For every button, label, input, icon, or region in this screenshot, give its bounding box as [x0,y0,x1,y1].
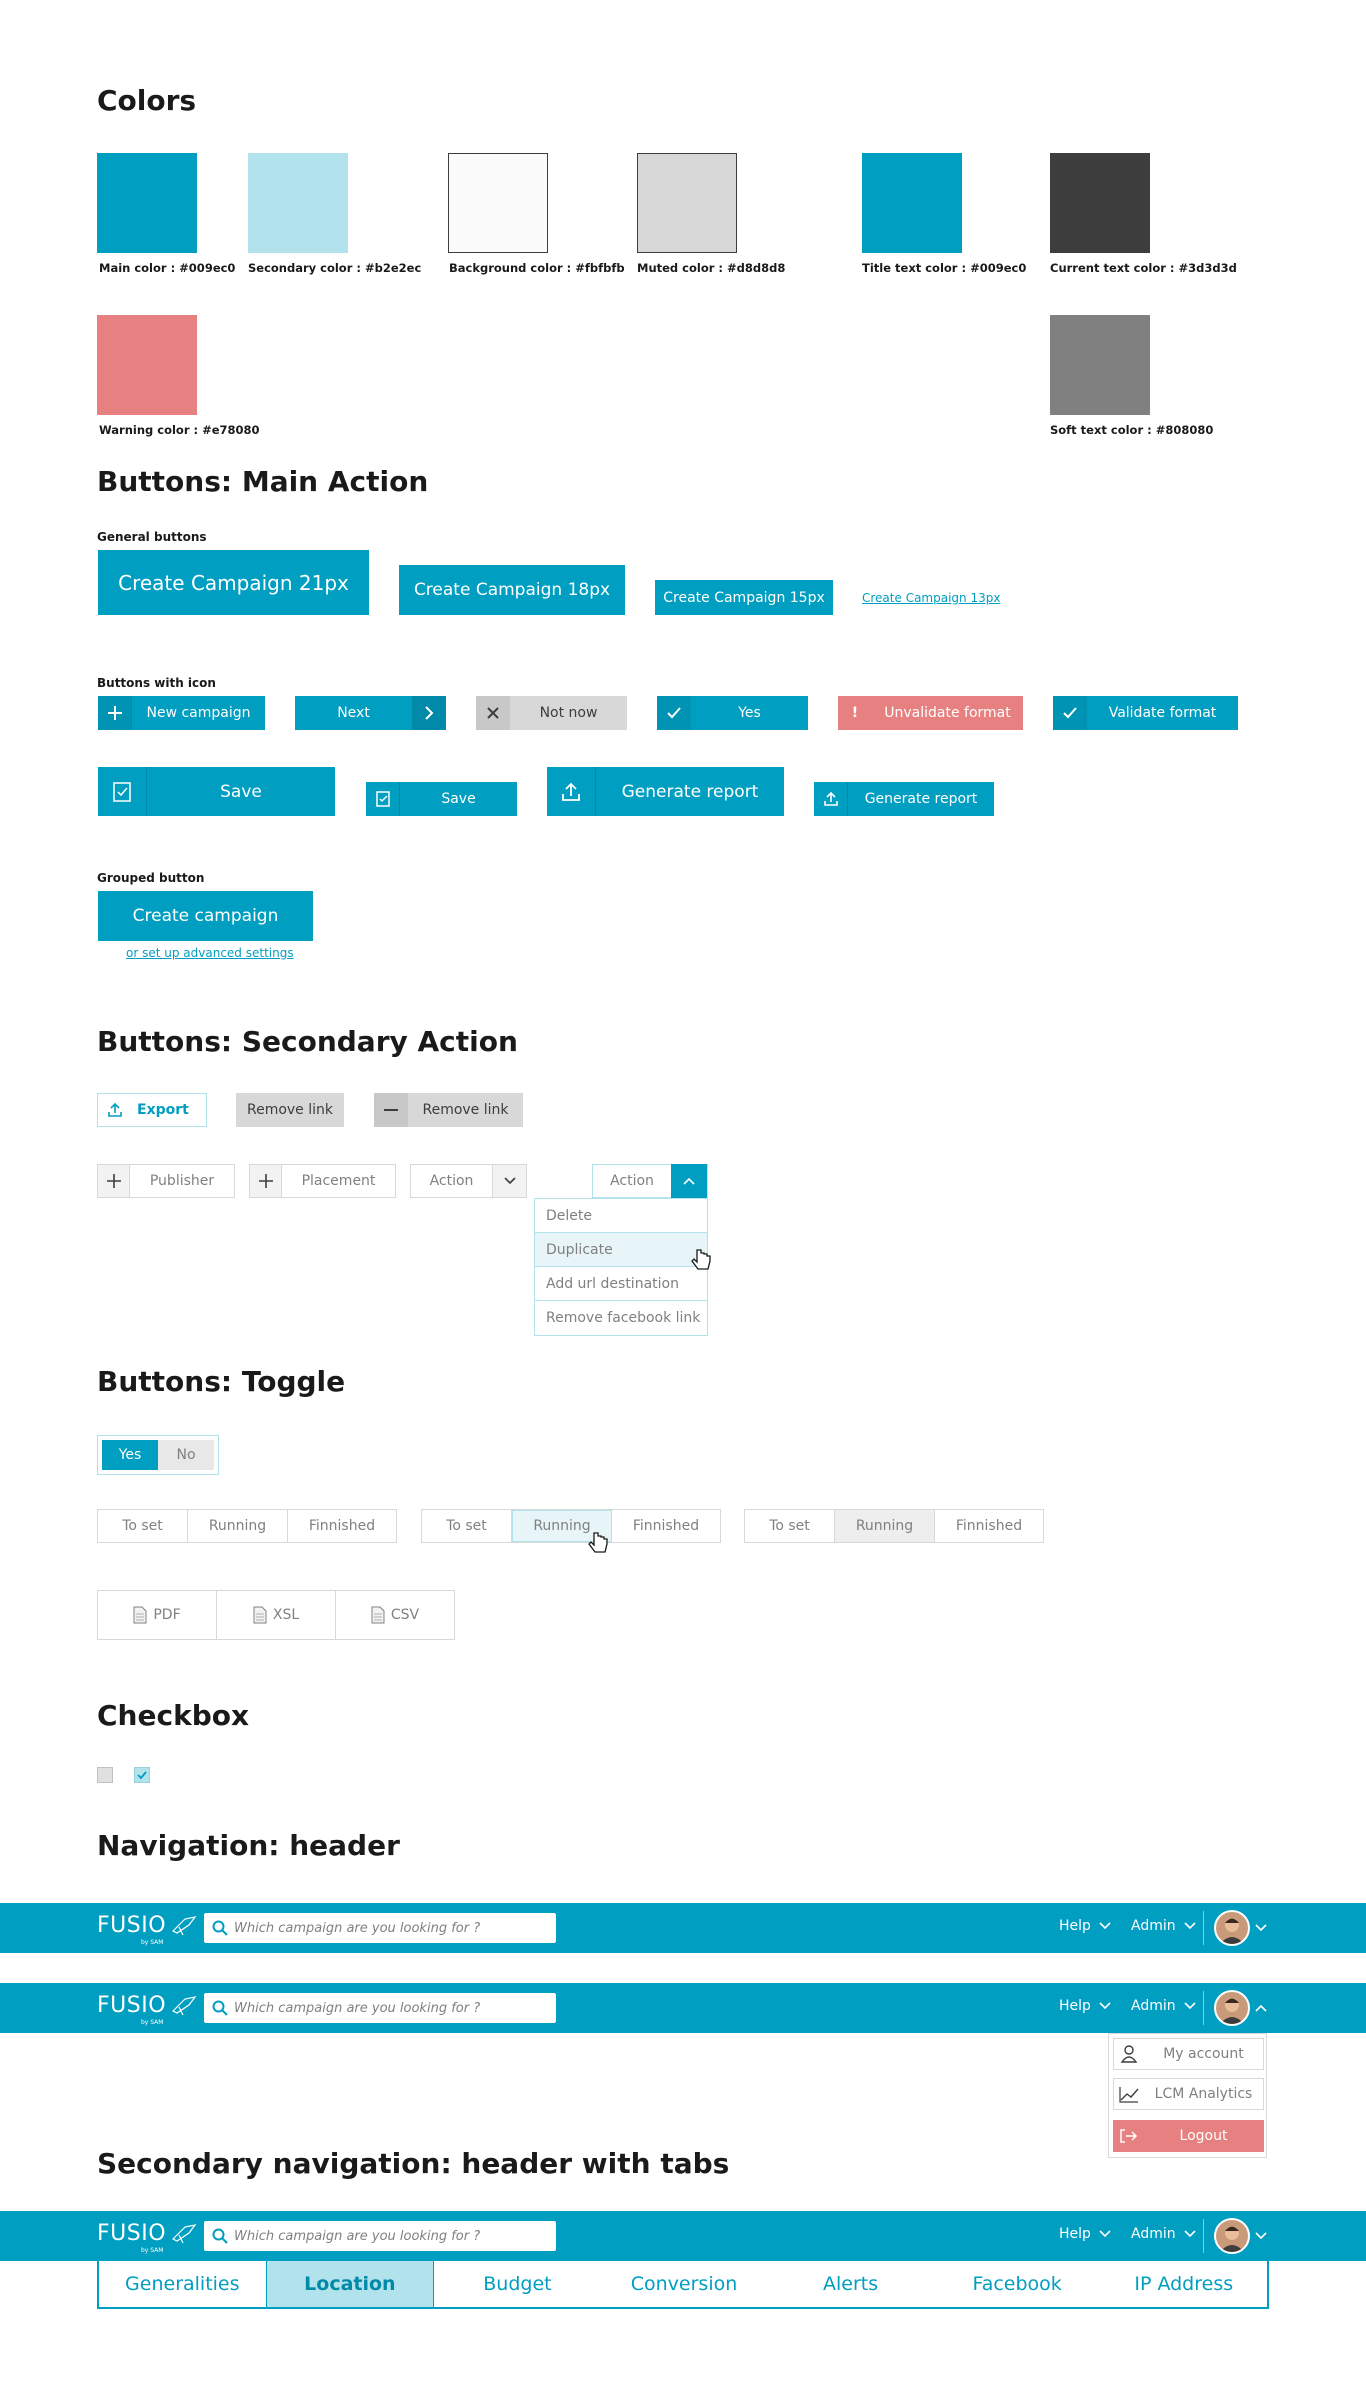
search-input[interactable] [204,1993,556,2023]
chart-line-icon [1114,2079,1144,2109]
section-title-secondary-action: Buttons: Secondary Action [97,1025,518,1058]
status-toggle-group [97,1509,397,1543]
toggle-to-set[interactable]: To set [98,1510,188,1542]
generate-report-label: Generate report [621,781,759,802]
bird-logo-icon [171,1915,197,1937]
menu-item-duplicate[interactable]: Duplicate [535,1233,707,1267]
menu-item-delete[interactable]: Delete [535,1199,707,1233]
plus-icon [250,1165,282,1197]
swatch-warning [97,315,197,415]
chevron-right-icon [412,696,446,730]
section-title-colors: Colors [97,84,197,117]
tab-ip-address[interactable]: IP Address [1134,2273,1234,2295]
header-bar-open [0,1983,1366,2033]
fusio-logo[interactable]: FUSIO by SAM [97,1993,166,2018]
minus-icon [374,1093,408,1127]
swatch-main [97,153,197,253]
swatch-label: Title text color : #009ec0 [862,261,1027,275]
swatch-label: Current text color : #3d3d3d [1050,261,1237,275]
section-title-nav-header: Navigation: header [97,1829,400,1862]
next-button[interactable] [295,696,446,730]
toggle-running[interactable]: Running [512,1510,612,1542]
subtitle-buttons-with-icon: Buttons with icon [97,676,216,690]
search-placeholder: Which campaign are you looking for ? [234,2228,481,2244]
menu-item-lcm-analytics[interactable]: LCM Analytics [1113,2078,1264,2110]
document-icon [253,1606,267,1624]
save-label: Save [220,781,262,802]
swatch-label: Muted color : #d8d8d8 [637,261,786,275]
header-bar [0,1903,1366,1953]
generate-report-button[interactable] [814,782,994,816]
fusio-logo[interactable]: FUSIO by SAM [97,1913,166,1938]
yes-label: Yes [738,705,761,721]
pdf-label: PDF [153,1607,181,1623]
search-input[interactable] [204,1913,556,1943]
save-label: Save [441,791,476,807]
logout-button[interactable]: Logout [1113,2120,1264,2152]
new-campaign-button[interactable] [98,696,265,730]
hand-cursor-icon [690,1248,712,1274]
file-format-toggle-group [97,1590,455,1640]
header-bar [0,2211,1366,2261]
toggle-running[interactable]: Running [188,1510,288,1542]
admin-menu[interactable]: Admin [1131,1998,1196,2014]
action-menu [534,1198,708,1336]
swatch-muted [637,153,737,253]
swatch-soft-text [1050,315,1150,415]
yes-button[interactable] [657,696,808,730]
remove-link-label: Remove link [422,1102,509,1118]
save-button[interactable] [366,782,517,816]
menu-item-remove-facebook-link[interactable]: Remove facebook link [546,1310,701,1326]
swatch-secondary [248,153,348,253]
header-divider [1203,1991,1204,2025]
csv-label: CSV [390,1607,420,1623]
admin-menu[interactable]: Admin [1131,2226,1196,2242]
unvalidate-format-button[interactable] [838,696,1023,730]
checklist-icon [98,767,147,816]
tab-alerts[interactable]: Alerts [823,2273,879,2295]
header-divider [1203,2219,1204,2253]
swatch-current-text [1050,153,1150,253]
tab-budget[interactable]: Budget [483,2273,552,2295]
swatch-label: Main color : #009ec0 [99,261,236,275]
status-toggle-group [421,1509,721,1543]
chevron-down-icon[interactable] [1255,2232,1267,2240]
search-icon [212,2000,228,2016]
validate-format-button[interactable] [1053,696,1238,730]
bird-logo-icon [171,2223,197,2245]
tab-facebook[interactable]: Facebook [972,2273,1062,2295]
create-campaign-21px-button[interactable]: Create Campaign 21px [98,550,369,615]
subtitle-general-buttons: General buttons [97,530,207,544]
header-divider [1203,1911,1204,1945]
swatch-label: Background color : #fbfbfb [449,261,625,275]
toggle-no[interactable]: No [158,1440,214,1470]
toggle-to-set[interactable]: To set [745,1510,835,1542]
checkbox-unchecked[interactable] [97,1767,113,1783]
toggle-finnished[interactable]: Finnished [308,1518,376,1534]
plus-icon [98,696,132,730]
chevron-down-icon [1099,1922,1111,1930]
chevron-down-icon [1184,2002,1196,2010]
next-label: Next [337,705,370,721]
document-icon [371,1606,385,1624]
save-large-button[interactable] [98,767,335,816]
chevron-down-icon [1184,2230,1196,2238]
swatch-background [448,153,548,253]
help-menu[interactable]: Help [1059,1918,1111,1934]
placement-button[interactable] [249,1164,396,1198]
remove-link-icon-button[interactable] [374,1093,523,1127]
search-placeholder: Which campaign are you looking for ? [234,2000,481,2016]
action-label: Action [610,1173,654,1189]
subtitle-grouped-button: Grouped button [97,871,205,885]
placement-label: Placement [301,1173,376,1189]
toggle-csv[interactable] [336,1591,454,1639]
create-campaign-button[interactable]: Create campaign [98,891,313,941]
search-icon [212,1920,228,1936]
export-label: Export [137,1102,189,1118]
section-title-checkbox: Checkbox [97,1699,250,1732]
create-campaign-13px-link[interactable]: Create Campaign 13px [862,591,1001,605]
chevron-up-icon [671,1164,707,1198]
search-icon [212,2228,228,2244]
remove-link-button[interactable]: Remove link [236,1093,344,1127]
admin-menu[interactable]: Admin [1131,1918,1196,1934]
check-icon [1053,696,1087,730]
export-button[interactable] [97,1093,207,1127]
toggle-finnished[interactable]: Finnished [955,1518,1023,1534]
help-menu[interactable]: Help [1059,1998,1111,2014]
yes-no-toggle [97,1435,219,1475]
section-title-secondary-nav: Secondary navigation: header with tabs [97,2147,730,2180]
checkbox-checked[interactable] [134,1767,150,1783]
chevron-up-icon[interactable] [1255,2004,1267,2012]
validate-format-label: Validate format [1108,705,1217,721]
new-campaign-label: New campaign [146,705,251,721]
upload-icon [814,782,848,816]
toggle-xsl[interactable] [217,1591,336,1639]
action-dropdown-button[interactable] [410,1164,527,1198]
tabs-bar [97,2261,1269,2309]
help-menu[interactable]: Help [1059,2226,1111,2242]
tab-generalities[interactable]: Generalities [125,2273,240,2295]
generate-report-label: Generate report [864,791,978,807]
swatch-title-text [862,153,962,253]
check-icon [657,696,691,730]
swatch-label: Secondary color : #b2e2ec [248,261,422,275]
toggle-running[interactable]: Running [835,1510,935,1542]
advanced-settings-link[interactable]: or set up advanced settings [126,946,294,960]
upload-icon [547,767,596,816]
menu-item-my-account[interactable]: My account [1113,2038,1264,2070]
user-icon [1114,2039,1144,2069]
action-label: Action [429,1173,474,1189]
check-icon [135,1768,149,1782]
plus-icon [98,1165,130,1197]
not-now-button[interactable] [476,696,627,730]
action-dropdown-open-button[interactable] [592,1164,708,1198]
menu-item-add-url-destination[interactable]: Add url destination [535,1267,707,1301]
document-icon [133,1606,147,1624]
tab-conversion[interactable]: Conversion [630,2273,738,2295]
xsl-label: XSL [272,1607,300,1623]
search-placeholder: Which campaign are you looking for ? [234,1920,481,1936]
swatch-label: Soft text color : #808080 [1050,423,1214,437]
fusio-logo[interactable]: FUSIO by SAM [97,2221,166,2246]
publisher-label: Publisher [149,1173,215,1189]
bird-logo-icon [171,1995,197,2017]
toggle-yes[interactable]: Yes [102,1440,158,1470]
not-now-label: Not now [539,705,598,721]
unvalidate-format-label: Unvalidate format [884,705,1011,721]
avatar[interactable] [1214,1910,1250,1946]
chevron-down-icon [492,1165,526,1197]
toggle-pdf[interactable] [98,1591,217,1639]
swatch-label: Warning color : #e78080 [99,423,260,437]
chevron-down-icon[interactable] [1255,1924,1267,1932]
hand-cursor-icon [587,1531,609,1557]
search-input[interactable] [204,2221,556,2251]
account-menu [1108,2033,1267,2158]
tab-location[interactable]: Location [266,2261,435,2307]
exclamation-icon: ! [851,705,859,721]
create-campaign-18px-button[interactable]: Create Campaign 18px [399,565,625,615]
logout-icon [1113,2121,1143,2151]
close-icon [476,696,510,730]
toggle-finnished[interactable]: Finnished [632,1518,700,1534]
status-toggle-group [744,1509,1044,1543]
generate-report-large-button[interactable] [547,767,784,816]
checklist-icon [366,782,400,816]
avatar[interactable] [1214,2218,1250,2254]
section-title-toggle: Buttons: Toggle [97,1365,346,1398]
chevron-down-icon [1099,2002,1111,2010]
avatar[interactable] [1214,1990,1250,2026]
chevron-down-icon [1099,2230,1111,2238]
chevron-down-icon [1184,1922,1196,1930]
upload-icon [98,1102,132,1118]
section-title-main-action: Buttons: Main Action [97,465,429,498]
create-campaign-15px-button[interactable]: Create Campaign 15px [655,580,833,615]
toggle-to-set[interactable]: To set [422,1510,512,1542]
publisher-button[interactable] [97,1164,235,1198]
